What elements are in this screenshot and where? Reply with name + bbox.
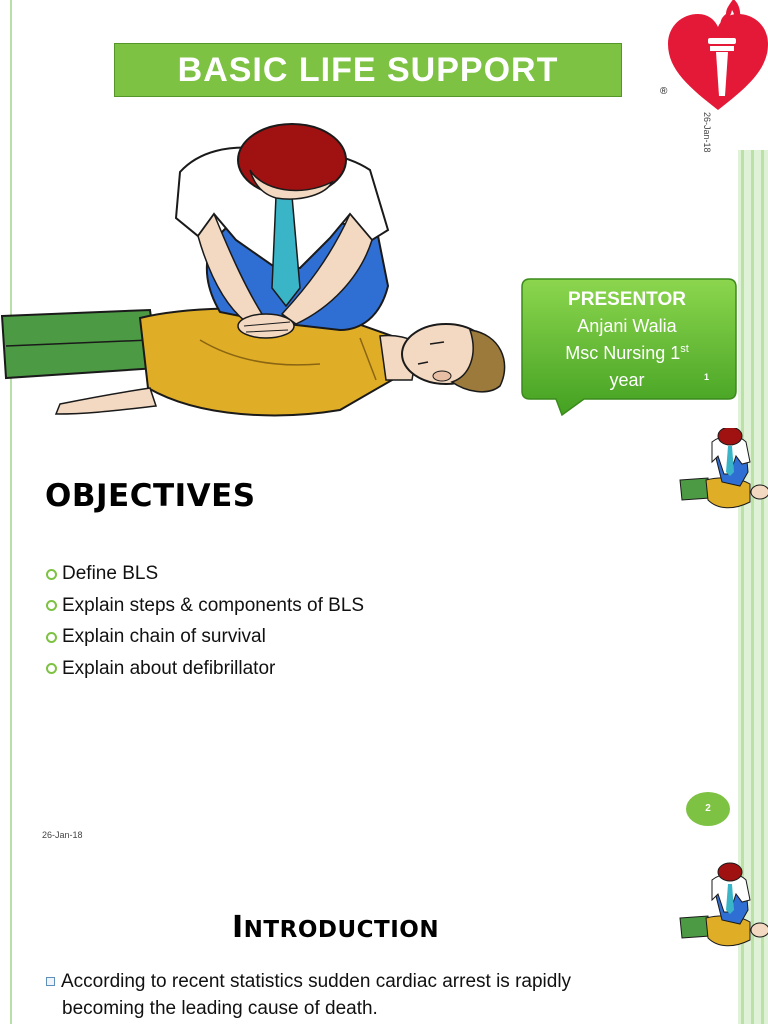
introduction-slide bbox=[0, 860, 768, 1024]
footer-date: 26-Jan-18 bbox=[42, 830, 83, 840]
title-slide bbox=[0, 0, 768, 440]
ring-bullet-icon bbox=[46, 600, 57, 611]
objectives-list bbox=[46, 558, 364, 684]
objectives-heading: OBJECTIVES bbox=[45, 478, 256, 514]
ring-bullet-icon bbox=[46, 569, 57, 580]
list-item: Explain about defibrillator bbox=[46, 653, 364, 685]
mini-cpr-illustration-icon bbox=[678, 858, 768, 954]
slide-title: BASIC LIFE SUPPORT bbox=[114, 43, 622, 97]
course-superscript: st bbox=[680, 343, 689, 355]
list-item: Explain steps & components of BLS bbox=[46, 590, 364, 622]
presenter-course: Msc Nursing 1st bbox=[565, 343, 689, 363]
vertical-date: 26-Jan-18 bbox=[702, 112, 712, 153]
cpr-illustration-icon bbox=[0, 118, 520, 438]
ring-bullet-icon bbox=[46, 632, 57, 643]
list-item: Explain chain of survival bbox=[46, 621, 364, 653]
introduction-heading: INTRODUCTION bbox=[232, 910, 440, 945]
square-bullet-icon bbox=[46, 977, 55, 986]
page-number-badge: 2 bbox=[686, 792, 730, 826]
presenter-year: year bbox=[609, 370, 645, 390]
list-item: Define BLS bbox=[46, 558, 364, 590]
mini-cpr-illustration-icon bbox=[678, 428, 768, 524]
aha-heart-torch-logo-icon bbox=[660, 0, 768, 115]
intro-paragraph: According to recent statistics sudden cardiac arrest is rapidly becoming the leading cause of death. bbox=[46, 968, 636, 1022]
presenter-name: Anjani Walia bbox=[577, 316, 677, 336]
page-number: 1 bbox=[704, 372, 710, 382]
registered-mark: ® bbox=[660, 86, 668, 97]
objectives-slide bbox=[0, 440, 768, 860]
presenter-role: PRESENTOR bbox=[568, 289, 686, 310]
presenter-info bbox=[527, 286, 727, 394]
ring-bullet-icon bbox=[46, 663, 57, 674]
